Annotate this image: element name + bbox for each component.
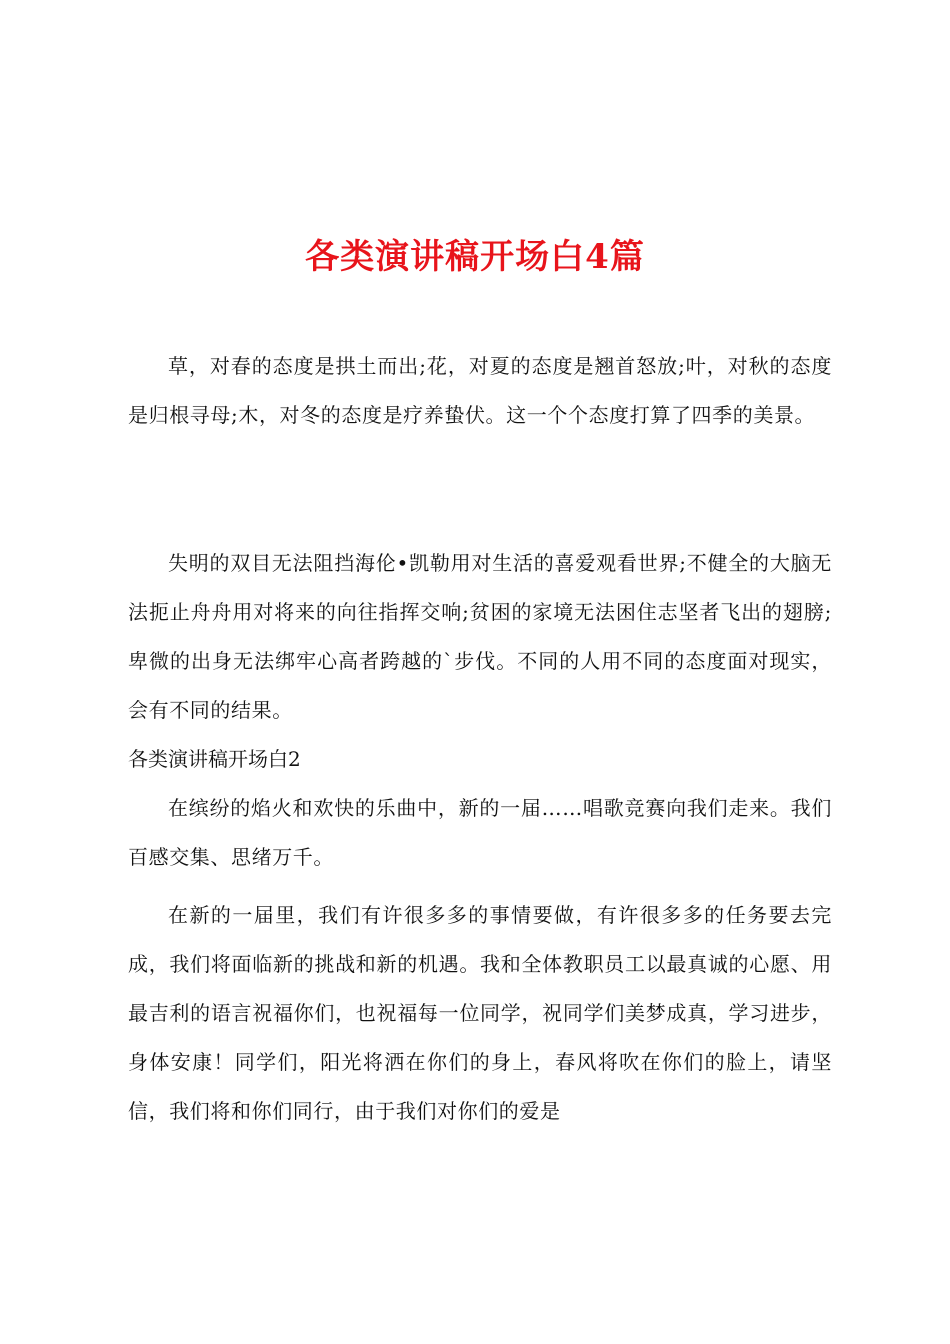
document-title: 各类演讲稿开场白4篇: [305, 236, 645, 277]
paragraph-4: 在新的一届里，我们有许很多多的事情要做，有许很多多的任务要去完成，我们将面临新的挑战和新的机遇。我和全体教职员工以最真诚的心愿、用最吉利的语言祝福你们，也祝福每一位同学，祝同学们美梦成真，学习进步，身体安康！同学们，阳光将洒在你们的身上，春风将吹在你们的脸上，请坚信，我们将和你们同行，由于我们对你们的爱是: [128, 903, 832, 1123]
paragraph-2: 失明的双目无法阻挡海伦•凯勒用对生活的喜爱观看世界;不健全的大脑无法扼止舟舟用对将来的向往指挥交响;贫困的家境无法困住志坚者飞出的翅膀;卑微的出身无法绑牢心高者跨越的`步伐。不同的人用不同的态度面对现实，会有不同的结果。: [128, 551, 832, 722]
paragraph-3: 在缤纷的焰火和欢快的乐曲中，新的一届……唱歌竞赛向我们走来。我们百感交集、思绪万千。: [128, 796, 832, 869]
paragraph-1: 草，对春的态度是拱土而出;花，对夏的态度是翘首怒放;叶，对秋的态度是归根寻母;木，对冬的态度是疗养蛰伏。这一个个态度打算了四季的美景。: [128, 354, 832, 427]
section-heading: 各类演讲稿开场白2: [128, 747, 301, 771]
